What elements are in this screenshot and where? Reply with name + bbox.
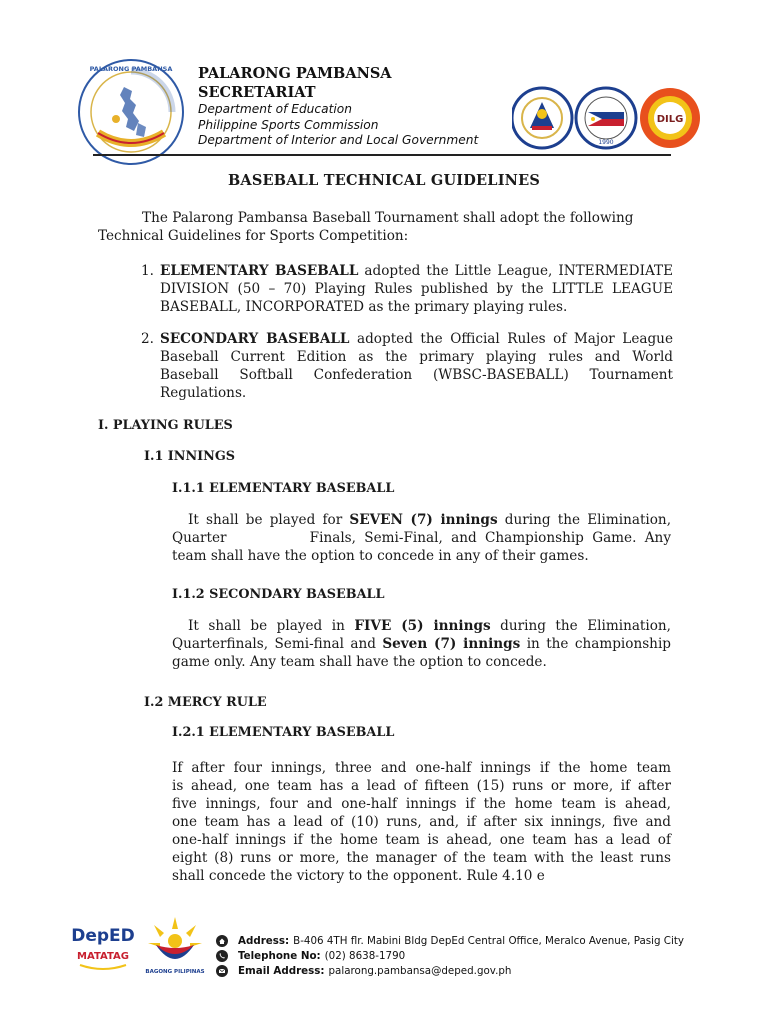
innings-sec-bold-2: Seven (7) innings [382,636,521,652]
dilg-seal-icon [640,88,700,148]
phone-value: (02) 8638-1790 [324,949,406,962]
palarong-pambansa-seal-icon [76,57,186,167]
mercy-line-2: is ahead, one team has a lead of fifteen (15) runs or more, if after [172,778,671,794]
heading-innings-secondary: I.1.2 SECONDARY BASEBALL [172,587,385,602]
intro-paragraph [98,209,670,245]
innings-elem-line3: team shall have the option to concede in any of their games. [172,548,589,564]
mercy-line-1: If after four innings, three and one-half innings if the home team [172,760,671,776]
address-row [216,933,686,948]
heading-innings: I.1 INNINGS [144,449,236,464]
heading-playing-rules: I. PLAYING RULES [98,418,233,433]
innings-sec-text-d: Quarterfinals, Semi-final and [172,636,383,652]
list-item-2-line4: Regulations. [160,385,247,401]
document-title: BASEBALL TECHNICAL GUIDELINES [227,172,541,189]
deped-matatag-logo [70,915,136,973]
philippine-sports-commission-seal-icon [576,88,636,148]
list-item-secondary [160,330,673,402]
list-number-2: 2. [141,331,154,347]
organization-block [198,64,478,149]
innings-sec-bold-1: FIVE (5) innings [354,618,491,634]
email-row [216,963,686,978]
mercy-line-3: five innings, four and one-half innings if the home team is ahead, [172,796,671,812]
heading-innings-elementary: I.1.1 ELEMENTARY BASEBALL [172,481,395,496]
email-icon [216,965,228,977]
matatag-wordmark: MATATAG [77,951,129,962]
phone-row [216,948,686,963]
mercy-line-4: one team has a lead of (10) runs, and, if after six innings, five and [172,814,671,830]
innings-sec-text-a: It shall be played in [188,618,355,634]
psc-year: 1990 [598,139,614,146]
deped-seal-icon [512,88,572,148]
innings-elem-line2: Quarter Finals, Semi-Final, and Championship Game. Any [172,530,671,546]
phone-label: Telephone No: [238,949,321,962]
agency-deped: Department of Education [198,102,352,116]
innings-sec-line3: game only. Any team shall have the option to concede. [172,654,547,670]
innings-sec-text-f: in the championship [520,636,671,652]
paragraph-mercy-elementary [172,759,671,885]
email-link[interactable]: palarong.pambansa@deped.gov.ph [328,964,512,977]
heading-mercy-elementary: I.2.1 ELEMENTARY BASEBALL [172,725,395,740]
paragraph-innings-secondary [172,617,671,671]
intro-line-2: Technical Guidelines for Sports Competition: [98,228,409,244]
list-item-2-bold: SECONDARY BASEBALL [160,331,350,347]
email-label: Email Address: [238,964,325,977]
innings-elem-bold: SEVEN (7) innings [349,512,498,528]
innings-elem-text-a: It shall be played for [188,512,350,528]
deped-wordmark: DepED [71,926,135,946]
address-value: B-406 4TH flr. Mabini Bldg DepEd Central Office, Meralco Avenue, Pasig City [293,934,684,947]
org-name-line2: SECRETARIAT [198,84,316,101]
home-icon [216,935,228,947]
agency-psc: Philippine Sports Commission [198,117,379,132]
list-item-2-line3: Baseball Softball Confederation (WBSC-BASEBALL) Tournament [160,367,673,383]
header-divider [93,154,671,156]
list-item-2-line1: adopted the Official Rules of Major League [349,331,673,347]
bagong-pilipinas-logo [142,911,208,975]
bagong-pilipinas-wordmark: BAGONG PILIPINAS [145,969,205,975]
paragraph-innings-elementary [172,511,671,565]
mercy-line-7: shall concede the victory to the opponent. Rule 4.10 e [172,868,545,884]
partner-logos [512,82,702,154]
innings-sec-text-c: during the Elimination, [490,618,672,634]
list-item-1-line3: BASEBALL, INCORPORATED as the primary playing rules. [160,299,568,315]
dilg-label: DILG [656,114,684,125]
phone-icon [216,950,228,962]
mercy-line-6: eight (8) runs or more, the manager of the team with the least runs [172,850,671,866]
address-label: Address: [238,934,290,947]
seal-top-text: PALARONG PAMBANSA [89,65,173,73]
org-name-line1: PALARONG PAMBANSA [198,65,392,82]
innings-elem-text-c: during the Elimination, [497,512,672,528]
heading-mercy-rule: I.2 MERCY RULE [144,695,267,710]
intro-line-1: The Palarong Pambansa Baseball Tournament shall adopt the following [142,210,634,226]
list-number-1: 1. [141,263,154,279]
list-item-1-line1: adopted the Little League, INTERMEDIATE [358,263,674,279]
mercy-line-5: one-half innings if the home team is ahead, one team has a lead of [172,832,671,848]
contact-info [216,933,686,978]
list-item-elementary [160,262,673,316]
list-item-1-line2: DIVISION (50 – 70) Playing Rules published by the LITTLE LEAGUE [160,281,673,297]
list-item-2-line2: Baseball Current Edition as the primary playing rules and World [160,349,673,365]
list-item-1-bold: ELEMENTARY BASEBALL [160,263,359,279]
agency-dilg: Department of Interior and Local Government [198,133,479,147]
